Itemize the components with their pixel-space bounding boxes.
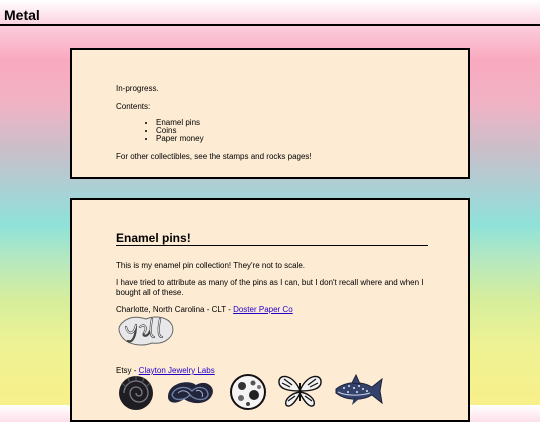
other-collectibles-text: For other collectibles, see the stamps and rocks pages! bbox=[116, 152, 312, 161]
list-item: • Enamel pins bbox=[156, 119, 466, 127]
clayton-jewelry-link[interactable]: Clayton Jewelry Labs bbox=[138, 366, 215, 375]
butterfly-pin-image bbox=[276, 371, 324, 411]
status-text: In-progress. bbox=[116, 84, 159, 93]
list-item: • Paper money bbox=[156, 135, 466, 143]
attribution-text: I have tried to attribute as many of the pins as I can, but I don't recall where and when I bought all of these. bbox=[116, 278, 424, 297]
description-text: This is my enamel pin collection! They're not to scale. bbox=[116, 261, 306, 270]
ammonite-pin-image bbox=[116, 371, 156, 411]
yall-pin-image bbox=[116, 313, 176, 349]
whale-shark-pin-image bbox=[332, 371, 384, 411]
snake-pin-image bbox=[162, 371, 218, 411]
enamel-pins-panel bbox=[70, 198, 470, 422]
contents-label: Contents: bbox=[116, 102, 151, 111]
page-title: Metal bbox=[4, 7, 40, 23]
section-heading: Enamel pins! bbox=[116, 231, 428, 246]
intro-panel bbox=[70, 48, 470, 179]
list-item: • Coins bbox=[156, 127, 466, 135]
title-divider bbox=[0, 24, 540, 26]
site-header bbox=[0, 0, 540, 26]
doster-paper-link[interactable]: Doster Paper Co bbox=[233, 305, 293, 314]
moon-pin-image bbox=[228, 371, 268, 411]
contents-list bbox=[116, 119, 466, 143]
pin-gallery bbox=[116, 371, 386, 411]
source-prefix: Charlotte, North Carolina - CLT - bbox=[116, 305, 234, 314]
source-prefix: Etsy - bbox=[116, 366, 139, 375]
